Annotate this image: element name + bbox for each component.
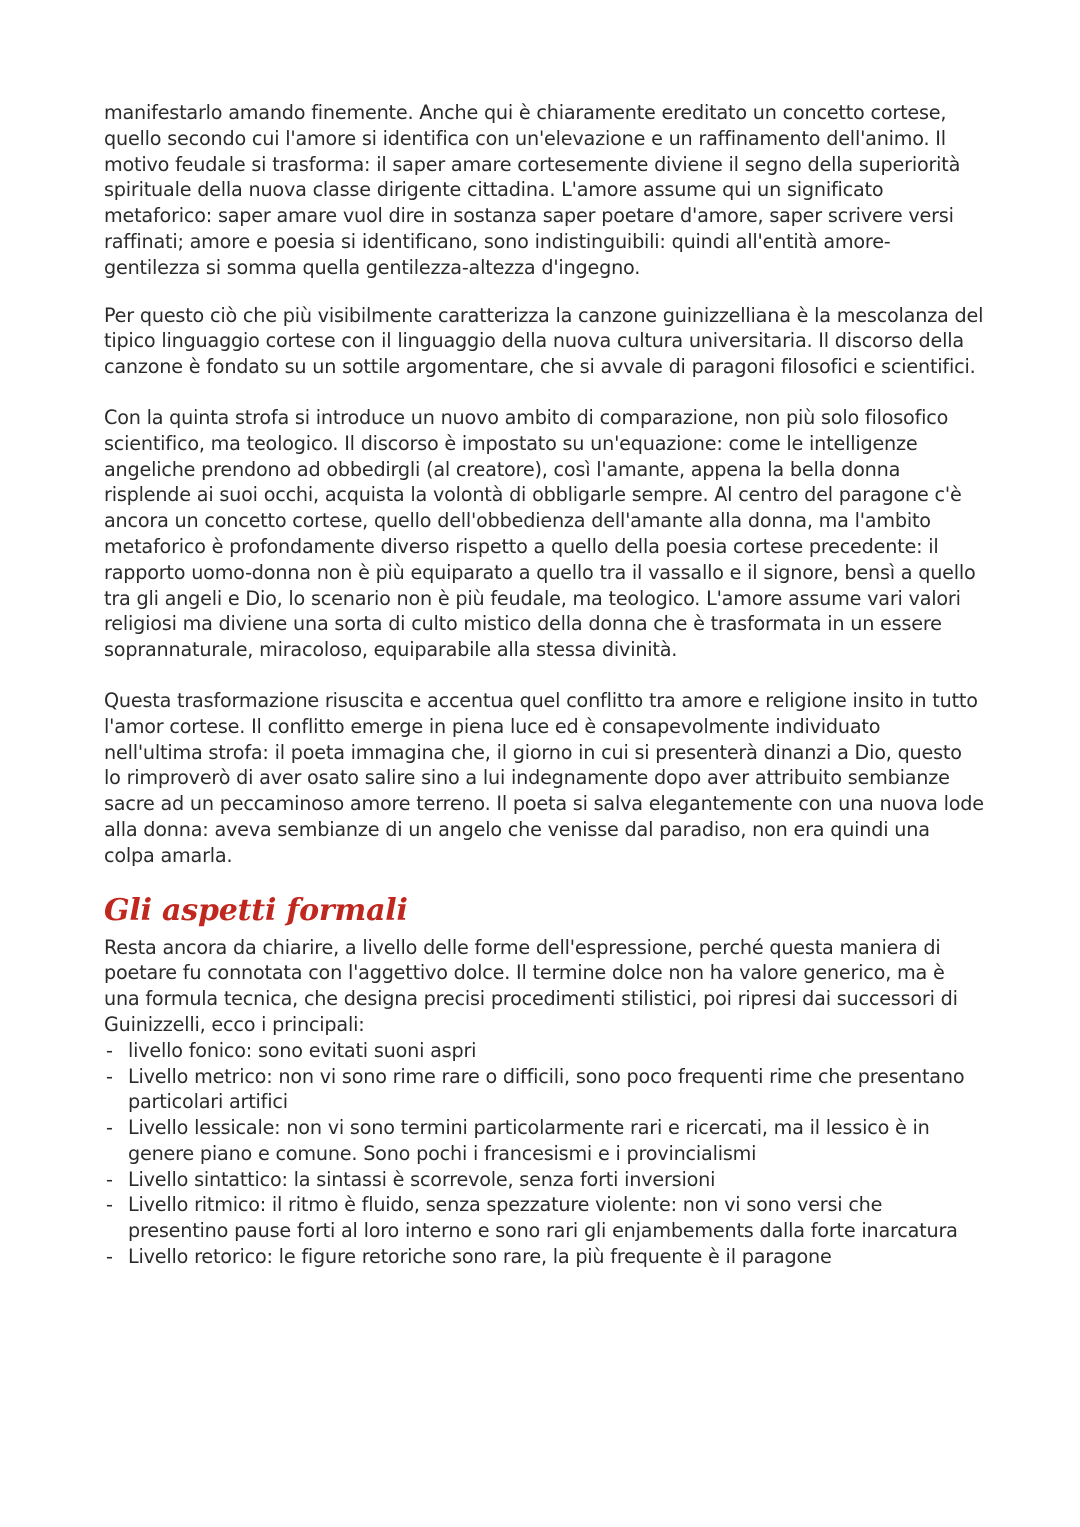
- list-item-text: Livello retorico: le figure retoriche sono rare, la più frequente è il paragone: [128, 1245, 832, 1269]
- list-bullet: -: [106, 1245, 113, 1269]
- paragraph-quinta-strofa: Con la quinta strofa si introduce un nuovo ambito di comparazione, non più solo filosofico scientifico, ma teologico. Il discorso è impostato su un'equazione: come le intelligenze angeliche prendono ad obbedirgli (al creatore), così l'amante, appena la bella donna risplende ai suoi occhi, acquista la volontà di obbligarle sempre. Al centro del paragone c'è ancora un concetto cortese, quello dell'obbedienza dell'amante alla donna, ma l'ambito metaforico è profondamente diverso rispetto a quello della poesia cortese precedente: il rapporto uomo-donna non è più equiparato a quello tra il vassallo e il signore, bensì a quello tra gli angeli e Dio, lo scenario non è più feudale, ma teologico. L'amore assume vari valori religiosi ma diviene una sorta di culto mistico della donna che è trasformata in un essere soprannaturale, miracoloso, equiparabile alla stessa divinità.: [104, 405, 976, 662]
- list-item-livello-ritmico: [104, 1192, 984, 1244]
- list-bullet: -: [106, 1116, 113, 1140]
- list-item-text: Livello ritmico: il ritmo è fluido, senza spezzature violente: non vi sono versi che presentino pause forti al loro interno e sono rari gli enjambements dalla forte inarcatura: [128, 1193, 958, 1243]
- document-page: [104, 100, 984, 1270]
- paragraph-linguaggio-cortese: Per questo ciò che più visibilmente caratterizza la canzone guinizzelliana è la mescolanza del tipico linguaggio cortese con il linguaggio della nuova cultura universitaria. Il discorso della canzone è fondato su un sottile argomentare, che si avvale di paragoni filosofici e scientifici.: [104, 303, 984, 379]
- list-item-livello-metrico: [104, 1064, 984, 1116]
- section-heading: Gli aspetti formali: [104, 892, 408, 928]
- list-item-text: Livello metrico: non vi sono rime rare o difficili, sono poco frequenti rime che presentano particolari artifici: [128, 1064, 965, 1114]
- section-intro: Resta ancora da chiarire, a livello delle forme dell'espressione, perché questa maniera di poetare fu connotata con l'aggettivo dolce. Il termine dolce non ha valore generico, ma è una formula tecnica, che designa precisi procedimenti stilistici, poi ripresi dai successori di Guinizzelli, ecco i principali:: [104, 935, 958, 1036]
- paragraph-amore-gentilezza: manifestarlo amando finemente. Anche qui è chiaramente ereditato un concetto cortese, quello secondo cui l'amore si identifica con un'elevazione e un raffinamento dell'animo. Il motivo feudale si trasforma: il saper amare cortesemente diviene il segno della superiorità spirituale della nuova classe dirigente cittadina. L'amore assume qui un significato metaforico: saper amare vuol dire in sostanza saper poetare d'amore, saper scrivere versi raffinati; amore e poesia si identificano, sono indistinguibili: quindi all'entità amore-gentilezza si somma quella gentilezza-altezza d'ingegno.: [104, 101, 961, 279]
- list-item-text: Livello lessicale: non vi sono termini particolarmente rari e ricercati, ma il lessico è in genere piano e comune. Sono pochi i francesismi e i provincialismi: [128, 1116, 930, 1165]
- list-item-text: Livello sintattico: la sintassi è scorrevole, senza forti inversioni: [128, 1167, 716, 1191]
- list-item-text: livello fonico: sono evitati suoni aspri: [128, 1038, 477, 1062]
- list-bullet: -: [106, 1064, 113, 1088]
- stylistic-levels-list: [104, 1038, 984, 1270]
- list-bullet: -: [106, 1167, 113, 1191]
- list-bullet: -: [106, 1193, 113, 1217]
- list-bullet: -: [106, 1038, 113, 1062]
- paragraph-conflitto-amore-religione: Questa trasformazione risuscita e accentua quel conflitto tra amore e religione insito in tutto l'amor cortese. Il conflitto emerge in piena luce ed è consapevolmente individuato nell'ultima strofa: il poeta immagina che, il giorno in cui si presenterà dinanzi a Dio, questo lo rimproverò di aver osato salire sino a lui indegnamente dopo aver attribuito sembianze sacre ad un peccaminoso amore terreno. Il poeta si salva elegantemente con una nuova lode alla donna: aveva sembianze di un angelo che venisse dal paradiso, non era quindi una colpa amarla.: [104, 688, 984, 867]
- list-item-livello-sintattico: [104, 1167, 984, 1193]
- list-item-livello-fonico: [104, 1038, 984, 1064]
- list-item-livello-lessicale: [104, 1115, 984, 1167]
- list-item-livello-retorico: [104, 1244, 984, 1270]
